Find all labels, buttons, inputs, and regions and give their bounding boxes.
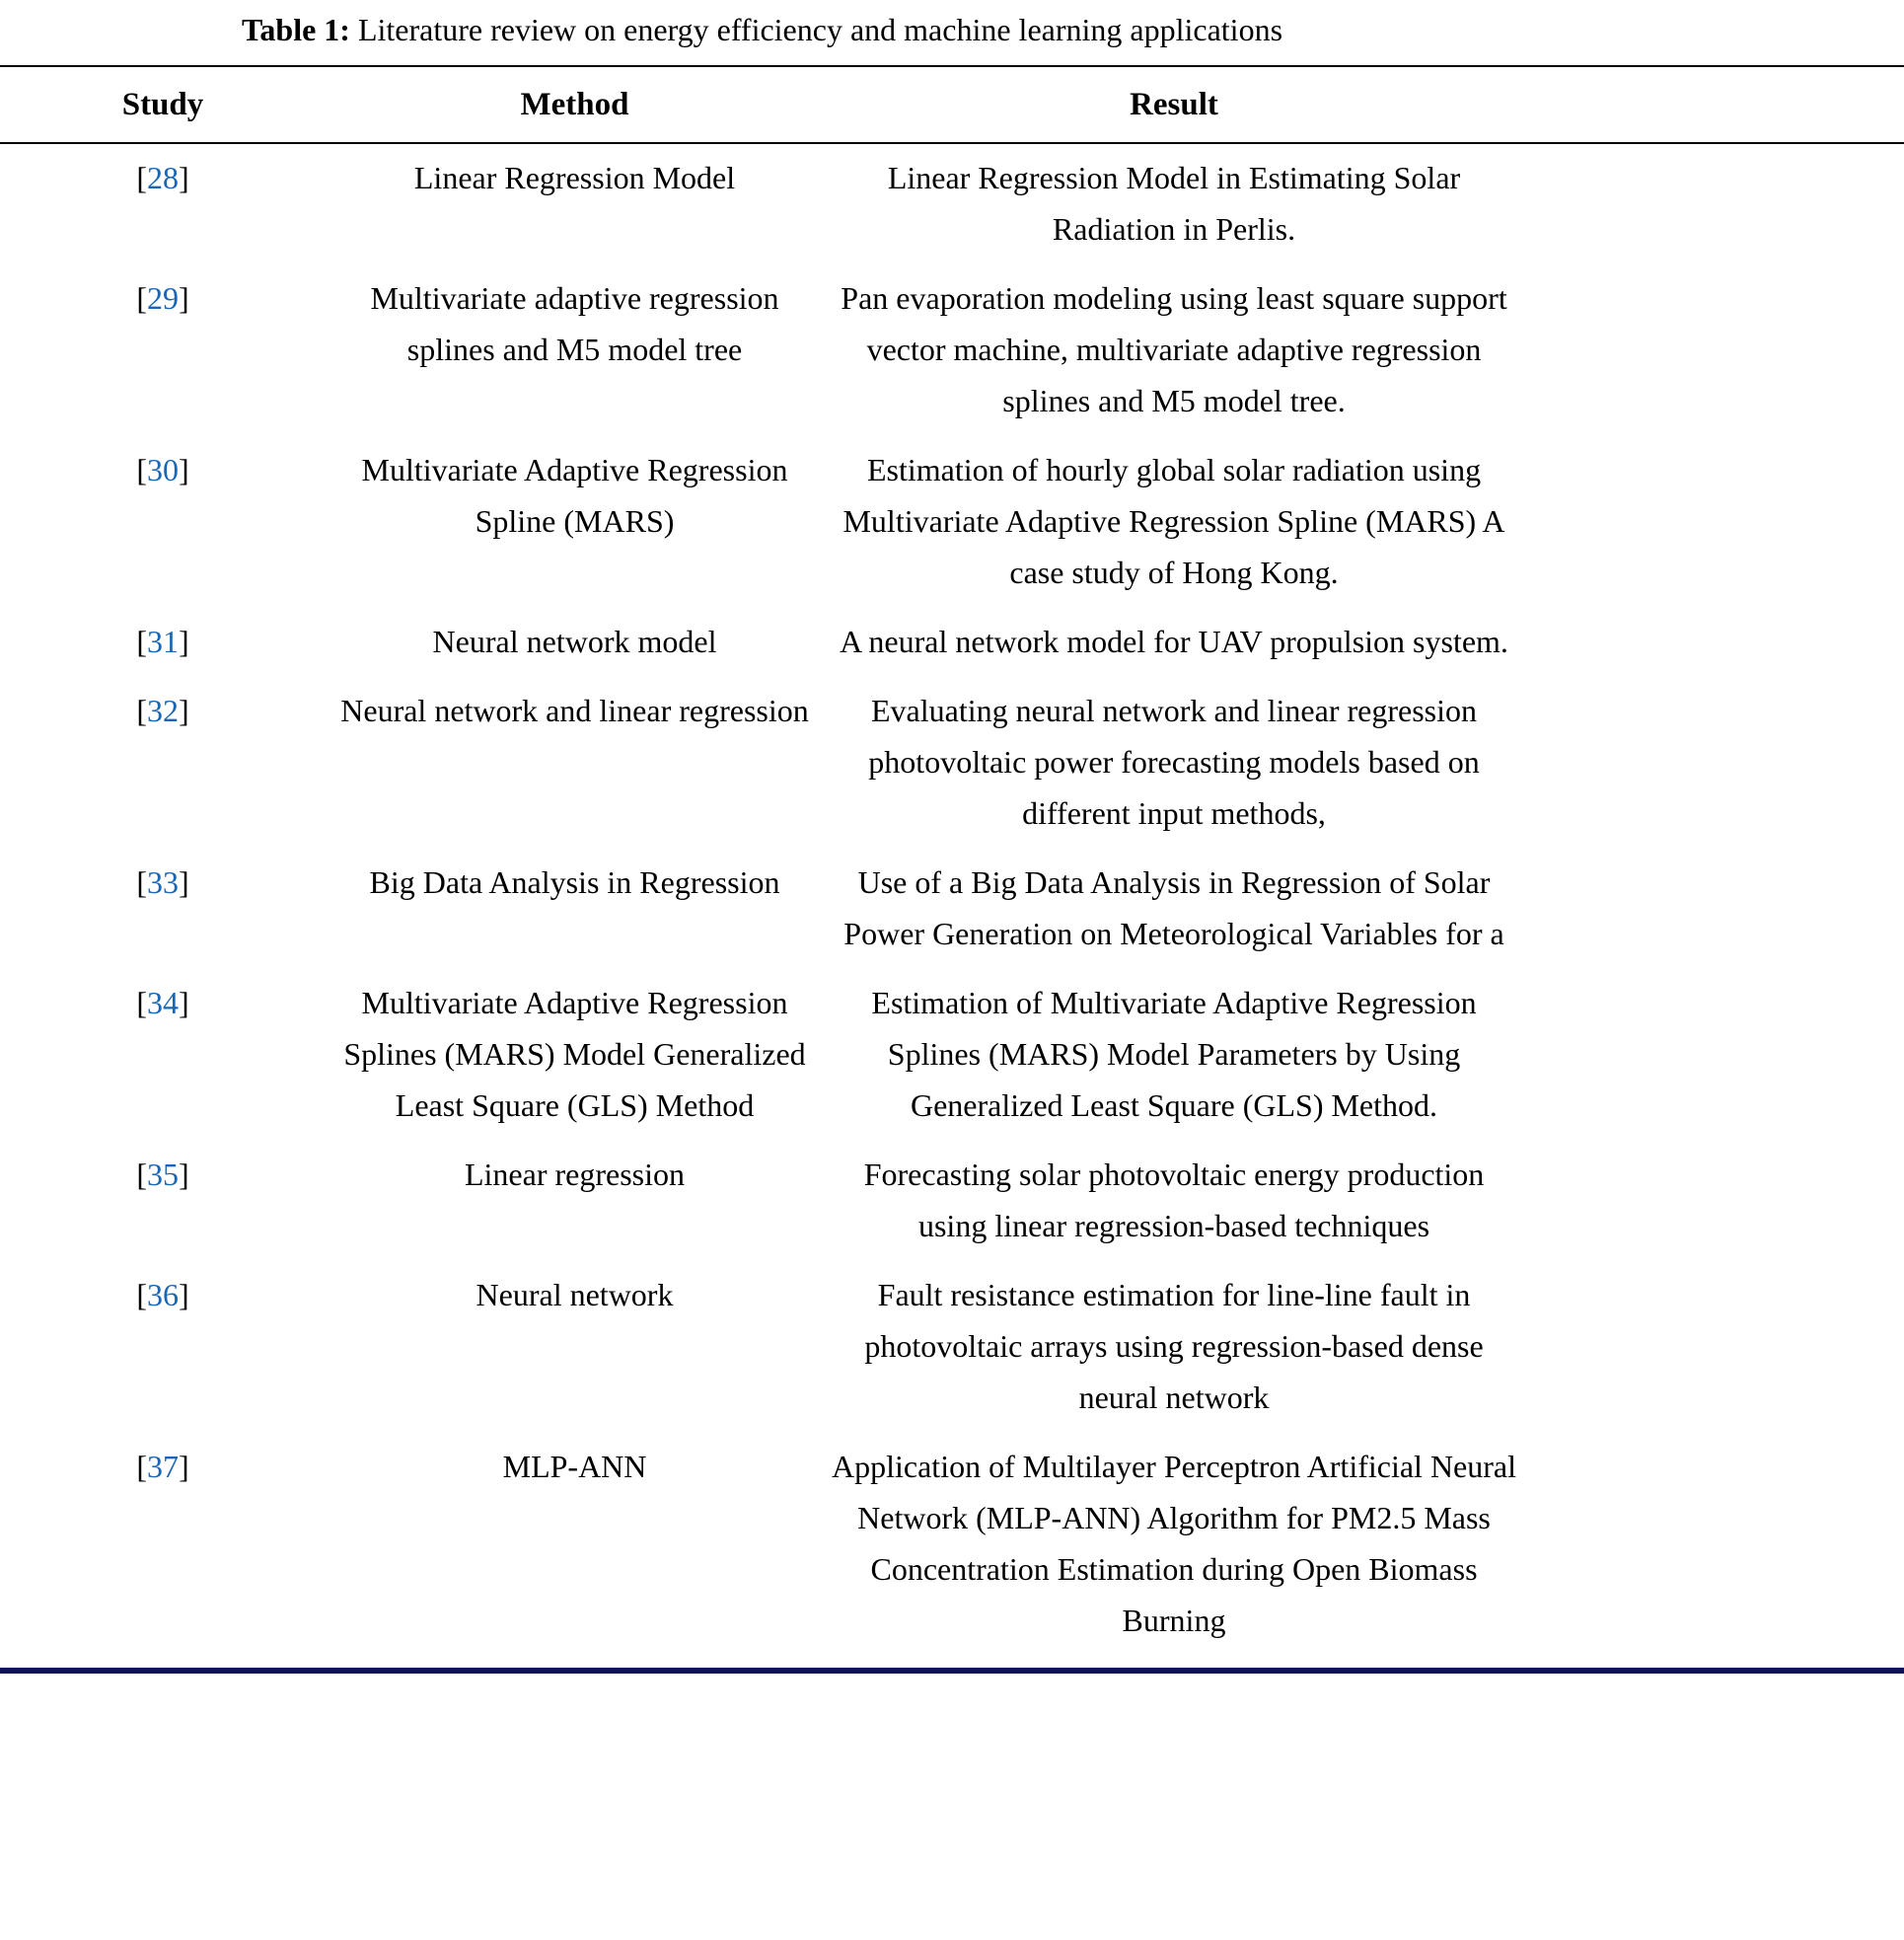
column-header-method: Method bbox=[520, 86, 629, 122]
method-cell: Neural network model bbox=[432, 623, 717, 659]
citation-link[interactable] bbox=[136, 280, 188, 316]
table-row bbox=[0, 1265, 1904, 1437]
result-cell: Linear Regression Model in Estimating Solar Radiation in Perlis. bbox=[887, 159, 1461, 247]
result-cell: Pan evaporation modeling using least square support vector machine, multivariate adaptive regression splines and M5 model tree. bbox=[841, 279, 1507, 418]
citation-bracket-close: ] bbox=[179, 984, 189, 1020]
citation-bracket-open: [ bbox=[136, 451, 147, 487]
citation-bracket-open: [ bbox=[136, 279, 147, 316]
table-row bbox=[0, 1437, 1904, 1660]
table-row bbox=[0, 973, 1904, 1145]
citation-bracket-open: [ bbox=[136, 623, 147, 659]
study-cell bbox=[0, 272, 326, 426]
table-row bbox=[0, 853, 1904, 973]
study-cell bbox=[0, 616, 326, 667]
citation-bracket-close: ] bbox=[179, 692, 189, 728]
citation-number: 29 bbox=[147, 279, 179, 316]
result-cell: Estimation of hourly global solar radiation using Multivariate Adaptive Regression Spline (MARS) A case study of Hong Kong. bbox=[842, 451, 1505, 590]
study-cell bbox=[0, 1149, 326, 1251]
citation-number: 35 bbox=[147, 1156, 179, 1192]
citation-link[interactable] bbox=[136, 1449, 188, 1484]
citation-bracket-close: ] bbox=[179, 451, 189, 487]
citation-link[interactable] bbox=[136, 1157, 188, 1192]
citation-link[interactable] bbox=[136, 1277, 188, 1312]
citation-bracket-close: ] bbox=[179, 279, 189, 316]
method-cell: Multivariate adaptive regression splines and M5 model tree bbox=[370, 279, 779, 367]
citation-bracket-close: ] bbox=[179, 1448, 189, 1484]
citation-bracket-open: [ bbox=[136, 1448, 147, 1484]
result-cell: Evaluating neural network and linear regression photovoltaic power forecasting models based on different input methods, bbox=[868, 692, 1480, 831]
citation-bracket-close: ] bbox=[179, 863, 189, 900]
table-row bbox=[0, 268, 1904, 440]
citation-number: 34 bbox=[147, 984, 179, 1020]
study-cell bbox=[0, 685, 326, 839]
citation-bracket-close: ] bbox=[179, 623, 189, 659]
citation-bracket-open: [ bbox=[136, 692, 147, 728]
method-cell: Linear regression bbox=[464, 1156, 685, 1192]
table-row bbox=[0, 681, 1904, 853]
method-cell: Multivariate Adaptive Regression Spline (MARS) bbox=[361, 451, 788, 539]
citation-bracket-open: [ bbox=[136, 159, 147, 195]
bottom-rule bbox=[0, 1668, 1904, 1674]
citation-link[interactable] bbox=[136, 160, 188, 195]
citation-number: 28 bbox=[147, 159, 179, 195]
citation-link[interactable] bbox=[136, 624, 188, 659]
study-cell bbox=[0, 857, 326, 959]
result-cell: A neural network model for UAV propulsion system. bbox=[840, 623, 1508, 659]
study-cell bbox=[0, 977, 326, 1131]
caption-label: Table 1: bbox=[241, 12, 350, 47]
result-cell: Forecasting solar photovoltaic energy production using linear regression-based techniques bbox=[863, 1156, 1485, 1243]
method-cell: MLP-ANN bbox=[502, 1448, 647, 1484]
method-cell: Multivariate Adaptive Regression Splines (MARS) Model Generalized Least Square (GLS) Method bbox=[343, 984, 806, 1123]
citation-bracket-open: [ bbox=[136, 1276, 147, 1312]
citation-bracket-open: [ bbox=[136, 863, 147, 900]
result-cell: Application of Multilayer Perceptron Artificial Neural Network (MLP-ANN) Algorithm for PM2.5 Mass Concentration Estimation during Open Biomass Burning bbox=[832, 1448, 1516, 1638]
column-header-result: Result bbox=[1130, 86, 1218, 122]
citation-bracket-open: [ bbox=[136, 1156, 147, 1192]
method-cell: Neural network and linear regression bbox=[340, 692, 809, 728]
study-cell bbox=[0, 1441, 326, 1646]
study-cell bbox=[0, 152, 326, 255]
table-row bbox=[0, 612, 1904, 681]
citation-number: 30 bbox=[147, 451, 179, 487]
citation-bracket-open: [ bbox=[136, 984, 147, 1020]
result-cell: Estimation of Multivariate Adaptive Regression Splines (MARS) Model Parameters by Using Generalized Least Square (GLS) Method. bbox=[871, 984, 1477, 1123]
citation-bracket-close: ] bbox=[179, 159, 189, 195]
table-row bbox=[0, 148, 1904, 268]
citation-link[interactable] bbox=[136, 452, 188, 487]
citation-number: 37 bbox=[147, 1448, 179, 1484]
table-body bbox=[0, 144, 1904, 1668]
caption-text: Literature review on energy efficiency and machine learning applications bbox=[357, 12, 1283, 47]
citation-link[interactable] bbox=[136, 693, 188, 728]
result-cell: Fault resistance estimation for line-line fault in photovoltaic arrays using regression-based dense neural network bbox=[864, 1276, 1484, 1415]
study-cell bbox=[0, 1269, 326, 1423]
citation-link[interactable] bbox=[136, 864, 188, 900]
citation-number: 33 bbox=[147, 863, 179, 900]
citation-link[interactable] bbox=[136, 985, 188, 1020]
result-cell: Use of a Big Data Analysis in Regression of Solar Power Generation on Meteorological Variables for a bbox=[843, 863, 1504, 951]
table-row bbox=[0, 1145, 1904, 1265]
table-row bbox=[0, 440, 1904, 612]
study-cell bbox=[0, 444, 326, 598]
citation-number: 36 bbox=[147, 1276, 179, 1312]
table-header bbox=[0, 67, 1904, 142]
citation-bracket-close: ] bbox=[179, 1156, 189, 1192]
method-cell: Big Data Analysis in Regression bbox=[369, 863, 780, 900]
citation-number: 31 bbox=[147, 623, 179, 659]
method-cell: Linear Regression Model bbox=[413, 159, 736, 195]
column-header-study: Study bbox=[121, 86, 204, 122]
citation-bracket-close: ] bbox=[179, 1276, 189, 1312]
method-cell: Neural network bbox=[476, 1276, 674, 1312]
citation-number: 32 bbox=[147, 692, 179, 728]
table-caption bbox=[0, 6, 1524, 65]
